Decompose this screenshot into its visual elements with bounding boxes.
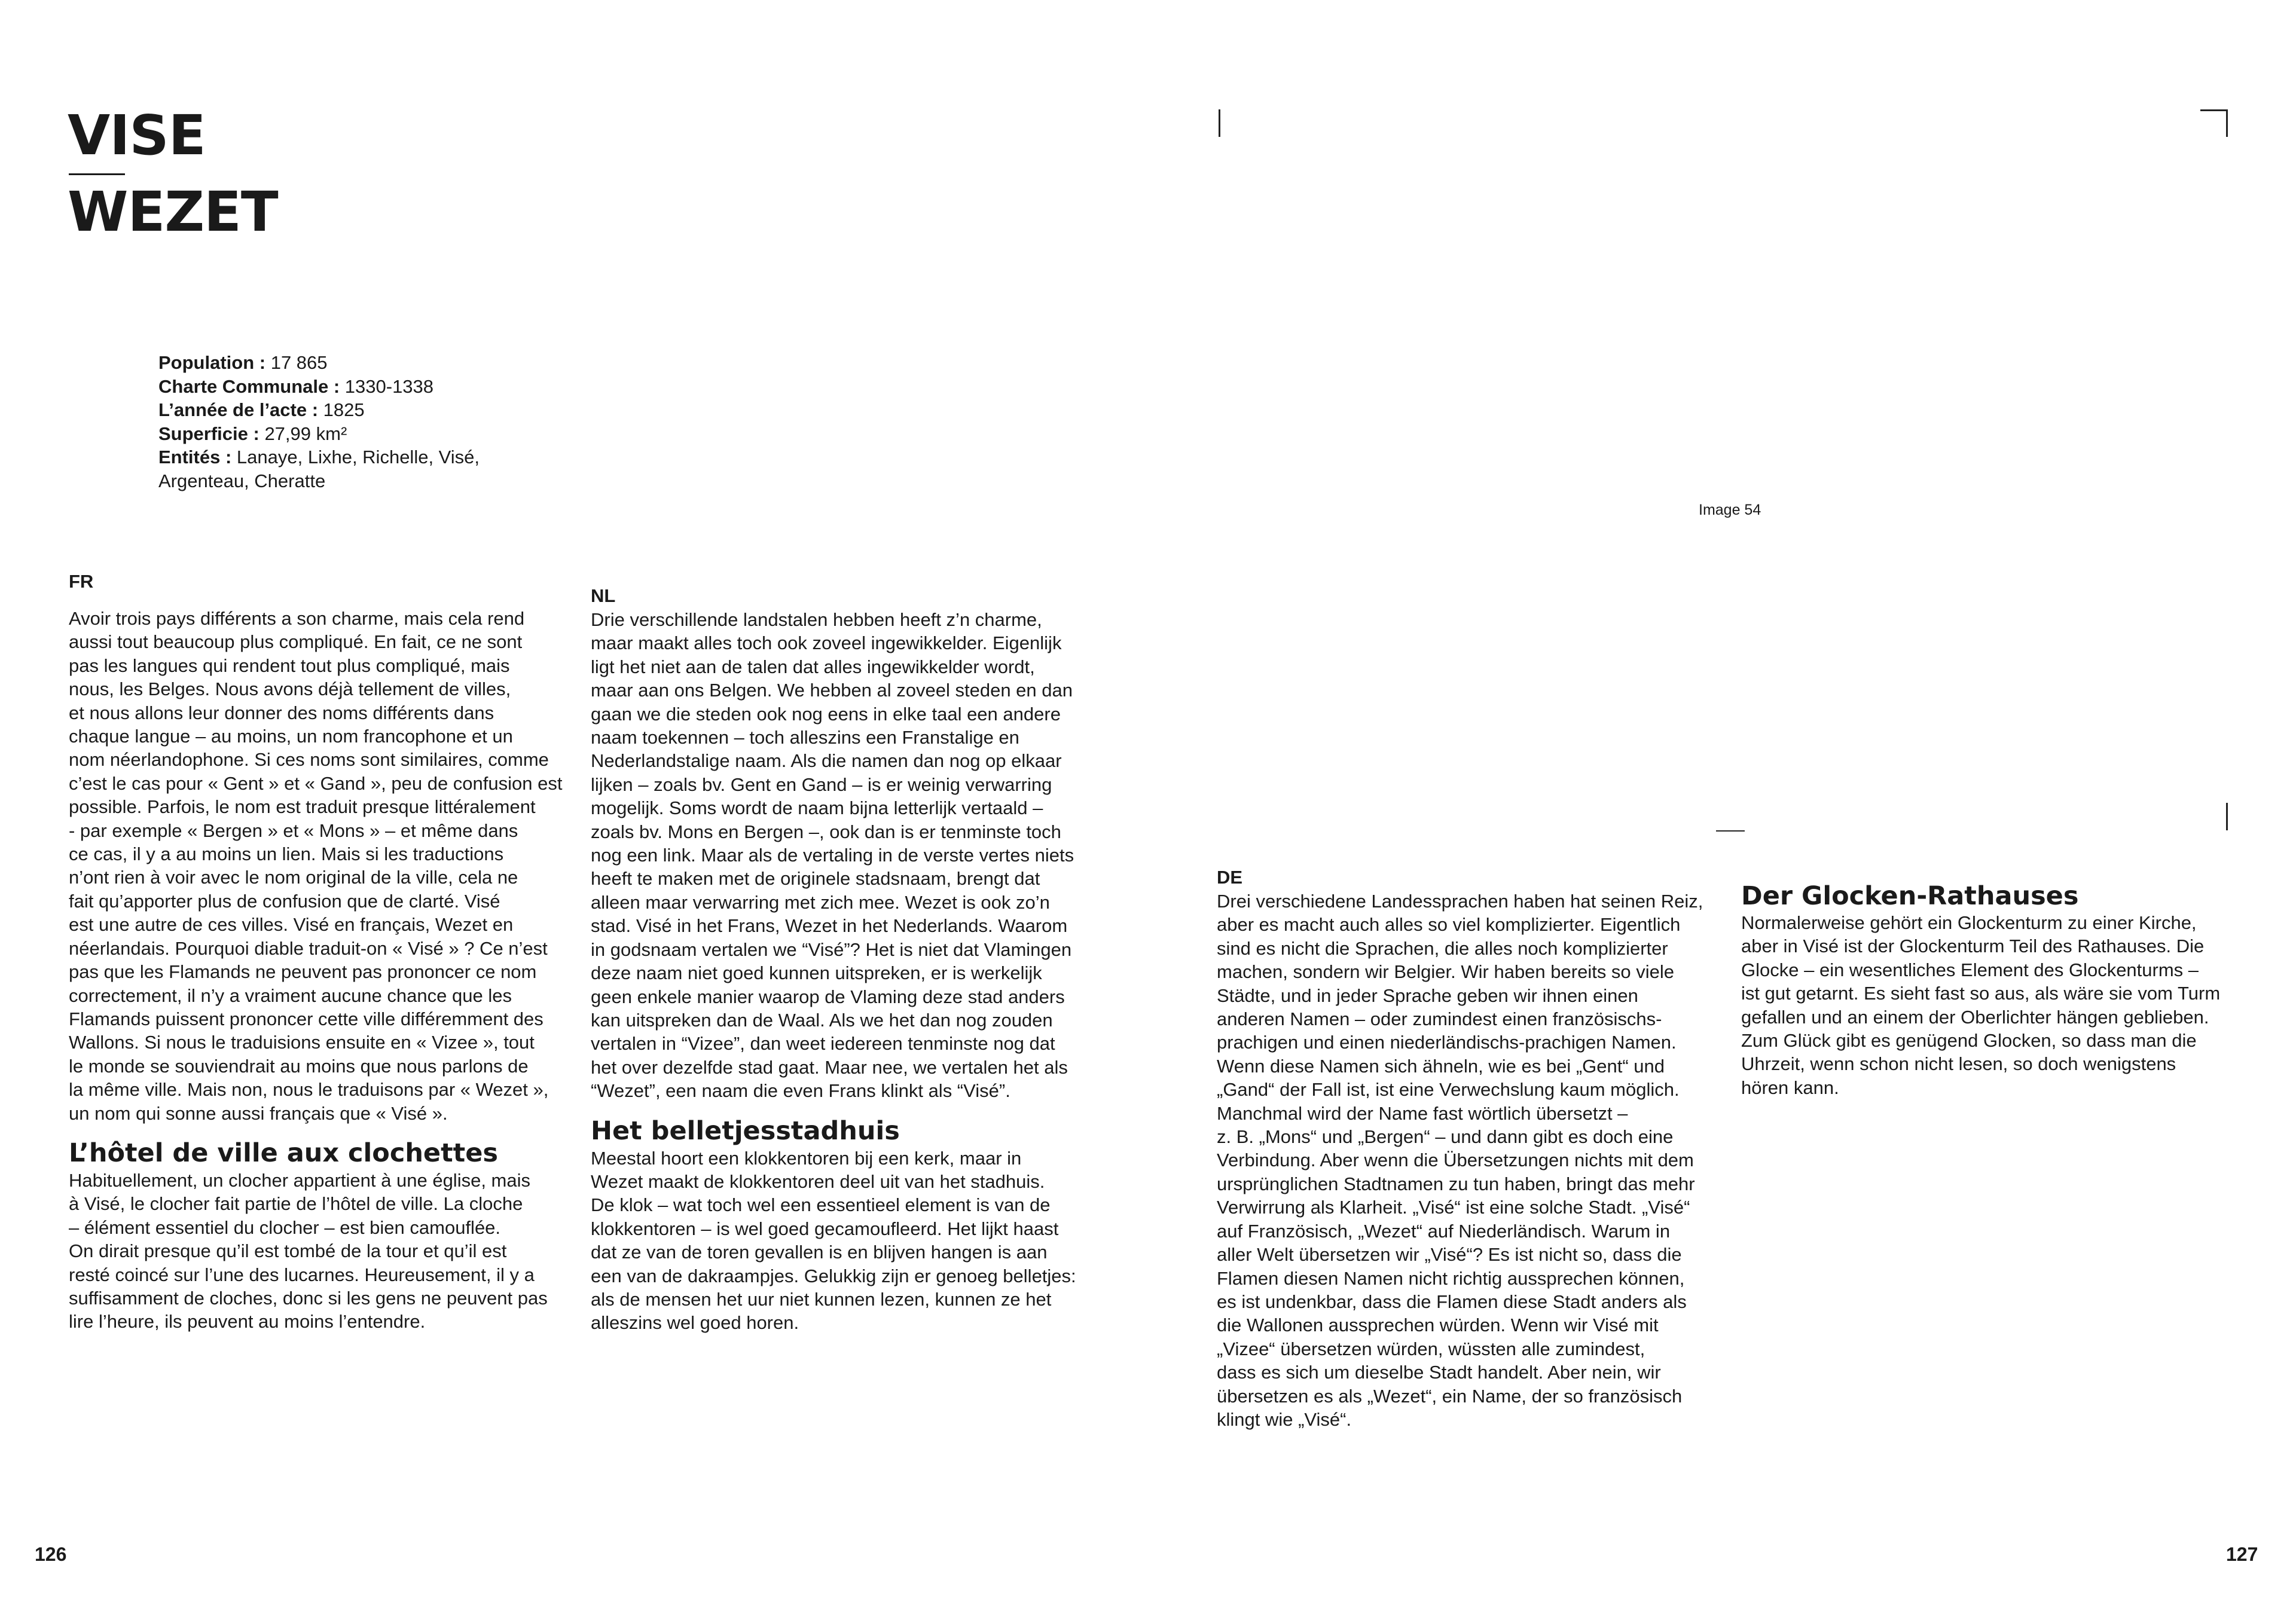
text-line: Habituellement, un clocher appartient à une église, mais xyxy=(69,1169,531,1191)
text-line: klokkentoren – is wel goed gecamoufleerd. Het lijkt haast xyxy=(591,1218,1059,1239)
text-line: Manchmal wird der Name fast wörtlich übersetzt – xyxy=(1217,1102,1628,1124)
image-caption: Image 54 xyxy=(1699,502,1761,518)
text-line: nog een link. Maar als de vertaling in de verste vertes niets xyxy=(591,845,1074,866)
text-line: est une autre de ces villes. Visé en français, Wezet en xyxy=(69,914,514,936)
text-line: hören kann. xyxy=(1741,1077,1839,1098)
text-line: in godsnaam vertalen we “Visé”? Het is niet dat Vlamingen xyxy=(591,939,1072,960)
text-line: anderen Namen – oder zumindest einen französischs- xyxy=(1217,1008,1662,1030)
text-line: prachigen und einen niederländischs-prachigen Namen. xyxy=(1217,1032,1677,1053)
fact-act-year: L’année de l’acte : 1825 xyxy=(158,399,365,420)
text-line: sind es nicht die Sprachen, die alles noch komplizierter xyxy=(1217,937,1668,959)
text-line: dass es sich um dieselbe Stadt handelt. Aber nein, wir xyxy=(1217,1362,1661,1383)
text-line: Städte, und in jeder Sprache geben wir ihnen einen xyxy=(1217,985,1638,1006)
lang-label-nl: NL xyxy=(591,585,616,606)
text-line: Flamen diesen Namen nicht richtig aussprechen können, xyxy=(1217,1267,1685,1289)
text-line: - par exemple « Bergen » et « Mons » – et même dans xyxy=(69,820,518,841)
text-line: naam toekennen – toch alleszins een Franstalige en xyxy=(591,727,1019,748)
text-line: übersetzen es als „Wezet“, ein Name, der so französisch xyxy=(1217,1385,1683,1407)
nl-heading: Het belletjesstadhuis xyxy=(591,1115,900,1146)
title-wezet: WEZET xyxy=(68,180,278,244)
text-line: ce cas, il y a au moins un lien. Mais si les traductions xyxy=(69,843,504,865)
text-line: fait qu’apporter plus de confusion que de clarté. Visé xyxy=(69,890,500,912)
lang-label-de: DE xyxy=(1217,867,1243,888)
text-line: pas que les Flamands ne peuvent pas prononcer ce nom xyxy=(69,961,537,983)
text-line: ligt het niet aan de talen dat alles ingewikkelder wordt, xyxy=(591,656,1035,677)
column-fr xyxy=(69,570,565,1334)
text-line: stad. Visé in het Frans, Wezet in het Nederlands. Waarom xyxy=(591,915,1068,937)
text-line: chaque langue – au moins, un nom francophone et un xyxy=(69,726,513,747)
text-line: auf Französisch, „Wezet“ auf Niederländisch. Warum in xyxy=(1217,1220,1671,1242)
text-line: Zum Glück gibt es genügend Glocken, so dass man die xyxy=(1741,1030,2197,1052)
crop-mark-top-left xyxy=(1219,109,1220,137)
text-line: alleen maar verwarring met zich mee. Wezet is ook zo’n xyxy=(591,891,1050,913)
text-line: pas les langues qui rendent tout plus compliqué, mais xyxy=(69,655,510,676)
fact-box xyxy=(158,351,480,493)
text-line: es ist undenkbar, dass die Flamen diese Stadt anders als xyxy=(1217,1291,1687,1312)
de-intro xyxy=(1217,890,1731,1431)
column-de-2 xyxy=(1741,881,2255,1099)
fact-area: Superficie : 27,99 km² xyxy=(158,423,347,444)
fr-body xyxy=(69,1169,565,1334)
text-line: z. B. „Mons“ und „Bergen“ – und dann gibt es doch eine xyxy=(1217,1126,1674,1148)
text-line: maar maakt alles toch ook zoveel ingewikkelder. Eigenlijk xyxy=(591,632,1062,654)
text-line: Verbindung. Aber wenn die Übersetzungen nichts mit dem xyxy=(1217,1150,1694,1171)
fr-intro xyxy=(69,607,565,1125)
text-line: aussi tout beaucoup plus compliqué. En fait, ce ne sont xyxy=(69,631,523,653)
text-line: néerlandais. Pourquoi diable traduit-on « Visé » ? Ce n’est xyxy=(69,937,548,959)
text-line: resté coincé sur l’une des lucarnes. Heureusement, il y a xyxy=(69,1264,535,1285)
text-line: ist gut getarnt. Es sieht fast so aus, als wäre sie vom Turm xyxy=(1741,983,2221,1004)
text-line: het over dezelfde stad gaat. Maar nee, we vertalen het als xyxy=(591,1056,1068,1078)
text-line: alleszins wel goed horen. xyxy=(591,1312,799,1334)
fact-entities: Entités : Lanaye, Lixhe, Richelle, Visé, xyxy=(158,447,480,467)
text-line: nom néerlandophone. Si ces noms sont similaires, comme xyxy=(69,749,549,771)
text-line: nous, les Belges. Nous avons déjà tellement de villes, xyxy=(69,678,511,700)
text-line: aller Welt übersetzen wir „Visé“? Es ist nicht so, dass die xyxy=(1217,1244,1682,1266)
text-line: Drie verschillende landstalen hebben heeft z’n charme, xyxy=(591,609,1042,630)
text-line: On dirait presque qu’il est tombé de la tour et qu’il est xyxy=(69,1240,507,1262)
page-number-left: 126 xyxy=(35,1543,67,1565)
fact-charter: Charte Communale : 1330-1338 xyxy=(158,375,434,397)
text-line: lijken – zoals bv. Gent en Gand – is er weinig verwarring xyxy=(591,774,1052,795)
title-vise: VISE xyxy=(68,103,206,167)
text-line: à Visé, le clocher fait partie de l’hôtel de ville. La cloche xyxy=(69,1193,523,1215)
text-line: c’est le cas pour « Gent » et « Gand », peu de confusion est xyxy=(69,772,563,794)
text-line: maar aan ons Belgen. We hebben al zoveel steden en dan xyxy=(591,680,1073,701)
text-line: possible. Parfois, le nom est traduit presque littéralement xyxy=(69,796,536,818)
crop-mark-bottom-right xyxy=(2226,803,2228,830)
right-page xyxy=(1148,0,2296,1623)
nl-body xyxy=(591,1147,1087,1335)
column-nl xyxy=(591,584,1087,1335)
text-line: suffisamment de cloches, donc si les gens ne peuvent pas xyxy=(69,1287,548,1309)
text-line: vertalen in “Vizee”, dan weet iedereen tenminste nog dat xyxy=(591,1033,1055,1055)
text-line: Uhrzeit, wenn schon nicht lesen, so doch wenigstens xyxy=(1741,1053,2176,1075)
nl-intro xyxy=(591,608,1087,1103)
text-line: klingt wie „Visé“. xyxy=(1217,1408,1352,1430)
column-de xyxy=(1217,866,1731,1431)
de-body xyxy=(1741,911,2255,1099)
text-line: Flamands puissent prononcer cette ville différemment des xyxy=(69,1008,544,1029)
text-line: le monde se souviendrait au moins que nous parlons de xyxy=(69,1055,529,1077)
text-line: een van de dakraampjes. Gelukkig zijn er genoeg belletjes: xyxy=(591,1265,1076,1286)
text-line: Verwirrung als Klarheit. „Visé“ ist eine solche Stadt. „Visé“ xyxy=(1217,1197,1690,1218)
text-line: Wallons. Si nous le traduisions ensuite en « Vizee », tout xyxy=(69,1032,535,1053)
text-line: gaan we die steden ook nog eens in elke taal een andere xyxy=(591,703,1061,725)
text-line: Glocke – ein wesentliches Element des Glockenturms – xyxy=(1741,959,2199,980)
text-line: aber es macht auch alles so viel komplizierter. Eigentlich xyxy=(1217,914,1681,936)
fr-heading: L’hôtel de ville aux clochettes xyxy=(69,1138,498,1168)
page-number-right: 127 xyxy=(2226,1543,2258,1565)
text-line: Normalerweise gehört ein Glockenturm zu einer Kirche, xyxy=(1741,912,2197,933)
text-line: Wenn diese Namen sich ähneln, wie es bei „Gent“ und xyxy=(1217,1055,1665,1077)
lang-label-fr: FR xyxy=(69,571,94,592)
caption-rule xyxy=(1716,830,1745,832)
crop-mark-top-right-v xyxy=(2226,109,2228,137)
text-line: un nom qui sonne aussi français que « Visé ». xyxy=(69,1102,448,1124)
title-divider xyxy=(69,173,125,175)
text-line: “Wezet”, een naam die even Frans klinkt als “Visé”. xyxy=(591,1080,1010,1102)
text-line: als de mensen het uur niet kunnen lezen, kunnen ze het xyxy=(591,1288,1052,1310)
text-line: deze naam niet goed kunnen uitspreken, er is werkelijk xyxy=(591,962,1042,984)
de-heading: Der Glocken-Rathauses xyxy=(1741,881,2079,911)
text-line: et nous allons leur donner des noms différents dans xyxy=(69,702,494,723)
text-line: „Vizee“ übersetzen würden, wüssten alle zumindest, xyxy=(1217,1338,1645,1359)
text-line: lire l’heure, ils peuvent au moins l’entendre. xyxy=(69,1311,426,1332)
text-line: mogelijk. Soms wordt de naam bijna letterlijk vertaald – xyxy=(591,797,1043,819)
text-line: Meestal hoort een klokkentoren bij een kerk, maar in xyxy=(591,1147,1022,1169)
text-line: Avoir trois pays différents a son charme, mais cela rend xyxy=(69,608,525,629)
text-line: geen enkele manier waarop de Vlaming deze stad anders xyxy=(591,986,1065,1007)
crop-mark-top-right-h xyxy=(2200,109,2228,111)
text-line: heeft te maken met de originele stadsnaam, brengt dat xyxy=(591,868,1040,890)
text-line: die Wallonen aussprechen würden. Wenn wir Visé mit xyxy=(1217,1315,1659,1336)
text-line: la même ville. Mais non, nous le traduisons par « Wezet », xyxy=(69,1079,549,1101)
text-line: „Gand“ der Fall ist, ist eine Verwechslung kaum möglich. xyxy=(1217,1079,1680,1101)
text-line: Drei verschiedene Landessprachen haben hat seinen Reiz, xyxy=(1217,891,1703,912)
text-line: Nederlandstalige naam. Als die namen dan nog op elkaar xyxy=(591,750,1062,772)
fact-population: Population : 17 865 xyxy=(158,352,328,373)
text-line: – élément essentiel du clocher – est bien camouflée. xyxy=(69,1217,501,1238)
text-line: aber in Visé ist der Glockenturm Teil des Rathauses. Die xyxy=(1741,936,2205,957)
text-line: zoals bv. Mons en Bergen –, ook dan is er tenminste toch xyxy=(591,821,1061,842)
text-line: gefallen und an einem der Oberlichter hängen geblieben. xyxy=(1741,1006,2209,1028)
text-line: kan uitspreken dan de Waal. Als we het dan nog zouden xyxy=(591,1009,1053,1031)
text-line: De klok – wat toch wel een essentieel element is van de xyxy=(591,1194,1051,1216)
text-line: correctement, il n’y a vraiment aucune chance que les xyxy=(69,985,512,1006)
text-line: n’ont rien à voir avec le nom original de la ville, cela ne xyxy=(69,867,518,888)
text-line: ursprünglichen Stadtnamen zu tun haben, bringt das mehr xyxy=(1217,1173,1695,1194)
text-line: Wezet maakt de klokkentoren deel uit van het stadhuis. xyxy=(591,1170,1045,1192)
fact-entities-cont: Argenteau, Cheratte xyxy=(158,470,326,491)
text-line: dat ze van de toren gevallen is en blijven hangen is aan xyxy=(591,1242,1048,1263)
text-line: machen, sondern wir Belgier. Wir haben bereits so viele xyxy=(1217,961,1675,983)
